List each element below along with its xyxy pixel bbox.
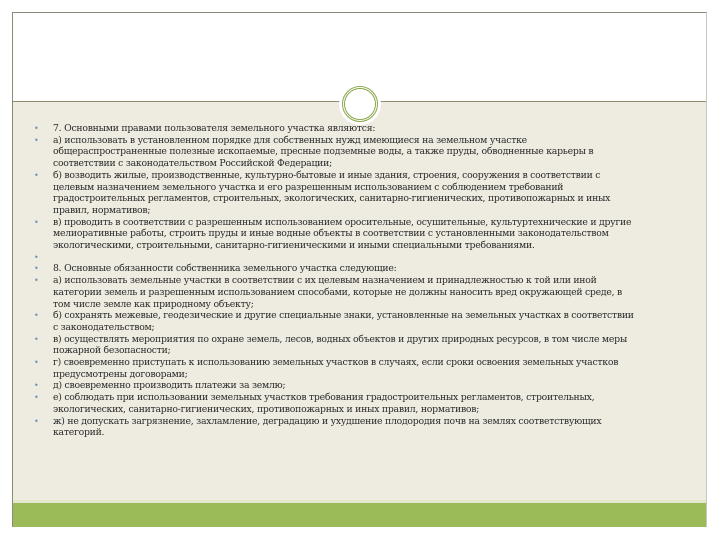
list-item-text-line: а) использовать земельные участки в соответствии с их целевым назначением и принадлежностью к той или иной (53, 275, 597, 287)
list-item (33, 135, 703, 170)
list-item (33, 123, 703, 135)
list-item (33, 170, 703, 217)
footer-bar (13, 500, 706, 527)
list-item-text-line: категории земель и разрешенным использованием способами, которые не должны наносить вред окружающей среде, в (53, 286, 623, 298)
bullet-icon: • (34, 124, 39, 133)
list-item-text-line: экологическими, строительными, санитарно-гигиеническими и иными специальными требованиями. (53, 240, 535, 252)
list-item-text-line: с законодательством; (53, 321, 155, 333)
bullet-icon: • (34, 358, 39, 368)
list-item-text-line: экологических, санитарно-гигиенических, противопожарных и иных правил, нормативов; (53, 403, 480, 415)
list-item (33, 252, 703, 264)
list-item-text-line: б) возводить жилые, производственные, культурно-бытовые и иные здания, строения, сооружения в соответствии с (53, 169, 601, 181)
list-item-text-line: г) своевременно приступать к использованию земельных участков в случаях, если сроки освоения земельных участков (53, 357, 619, 369)
bullet-icon: • (34, 393, 39, 403)
list-item-text-line: целевым назначением земельного участка и его разрешенным использованием с соблюдением требований (53, 181, 564, 193)
list-item-text-line: 7. Основными правами пользователя земельного участка являются: (53, 123, 376, 134)
decorative-ring-icon (339, 83, 381, 125)
list-item-text-line: д) своевременно производить платежи за землю; (53, 380, 286, 392)
list-item-text-line: б) сохранять межевые, геодезические и другие специальные знаки, установленные на земельных участках в соответствии (53, 310, 634, 322)
list-item-text-line: категорий. (53, 427, 105, 439)
list-item-text-line (53, 252, 703, 264)
bullet-icon: • (34, 135, 39, 145)
bullet-icon: • (34, 276, 39, 286)
slide-body (33, 123, 703, 439)
list-item-text-line: соответствии с законодательством Российской Федерации; (53, 158, 332, 170)
list-item (33, 416, 703, 439)
list-item-text-line: мелиоративные работы, строить пруды и иные водные объекты в соответствии с установленными законодательством (53, 228, 609, 240)
list-item (33, 334, 703, 357)
bullet-icon: • (34, 416, 39, 426)
slide (12, 12, 707, 527)
list-item (33, 217, 703, 252)
bullet-icon: • (34, 217, 39, 227)
list-item-text-line: градостроительных регламентов, строительных, экологических, санитарно-гигиенических, противопожарных и иных (53, 193, 611, 205)
list-item-text-line: е) соблюдать при использовании земельных участков требования градостроительных регламентов, строительных, (53, 392, 595, 404)
list-item (33, 263, 703, 275)
list-item (33, 275, 703, 310)
list-item-text-line: ж) не допускать загрязнение, захламление, деградацию и ухудшение плодородия почв на землях соответствующих (53, 415, 602, 427)
list-item (33, 310, 703, 333)
list-item (33, 380, 703, 392)
list-item-text-line: пожарной безопасности; (53, 345, 171, 357)
bullet-icon: • (34, 381, 39, 391)
list-item (33, 357, 703, 380)
list-item-text-line: а) использовать в установленном порядке для собственных нужд имеющиеся на земельном участке (53, 134, 527, 146)
list-item-text-line: общераспространенные полезные ископаемые, пресные подземные воды, а также пруды, обводненные карьеры в (53, 146, 594, 158)
bullet-icon: • (34, 264, 39, 274)
bullet-icon: • (34, 311, 39, 321)
list-item-text-line: в) проводить в соответствии с разрешенным использованием оросительные, осушительные, культуртехнические и другие (53, 216, 632, 228)
bullet-icon: • (34, 170, 39, 180)
list-item-text-line: 8. Основные обязанности собственника земельного участка следующие: (53, 263, 397, 275)
list-item (33, 392, 703, 415)
bullet-icon: • (34, 334, 39, 344)
list-item-text-line: том числе земле как природному объекту; (53, 298, 254, 310)
list-item-text-line: правил, нормативов; (53, 204, 151, 216)
list-item-text-line: в) осуществлять мероприятия по охране земель, лесов, водных объектов и других природных ресурсов, в том числе меры (53, 333, 627, 345)
list-item-text-line: предусмотрены договорами; (53, 368, 188, 380)
bullet-icon: • (34, 252, 39, 262)
